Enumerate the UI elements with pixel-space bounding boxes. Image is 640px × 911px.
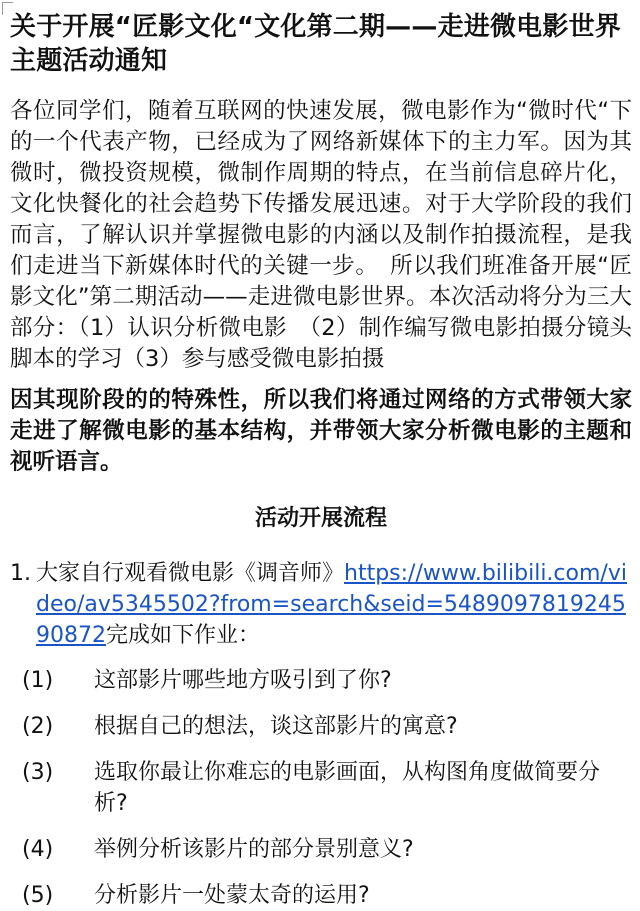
step-text-after: 完成如下作业： <box>106 623 261 648</box>
question-text: 举例分析该影片的部分景别意义? <box>94 837 414 862</box>
highlight-paragraph: 因其现阶段的的特殊性，所以我们将通过网络的方式带领大家走进了解微电影的基本结构，并带领大家分析微电影的主题和视听语言。 <box>10 387 632 475</box>
question-number: (1) <box>22 668 54 693</box>
question-item <box>10 757 632 819</box>
question-number: (5) <box>22 883 54 908</box>
question-list <box>10 665 632 911</box>
document-title: 关于开展“匠影文化“文化第二期——走进微电影世界主题活动通知 <box>10 12 621 76</box>
section-heading: 活动开展流程 <box>254 506 387 531</box>
question-text: 分析影片一处蒙太奇的运用? <box>94 883 370 908</box>
question-number: (3) <box>22 760 54 785</box>
step-number: 1. <box>10 561 31 586</box>
question-number: (2) <box>22 714 54 739</box>
intro-paragraph: 各位同学们，随着互联网的快速发展，微电影作为“微时代“下的一个代表产物，已经成为了网络新媒体下的主力军。因为其微时，微投资规模，微制作周期的特点，在当前信息碎片化，文化快餐化的社会趋势下传播发展迅速。对于大学阶段的我们而言，了解认识并掌握微电影的内涵以及制作拍摄流程，是我们走进当下新媒体时代的关键一步。 所以我们班准备开展“匠影文化”第二期活动——走进微电影世界。本次活动将分为三大部分：（1）认识分析微电影 （2）制作编写微电影拍摄分镜头脚本的学习（3）参与感受微电影拍摄 <box>10 98 632 372</box>
question-item <box>10 880 632 911</box>
question-text: 这部影片哪些地方吸引到了你? <box>94 668 392 693</box>
step-text-before: 大家自行观看微电影《调音师》 <box>36 561 345 586</box>
question-text: 根据自己的想法，谈这部影片的寓意? <box>94 714 458 739</box>
step-1 <box>10 558 632 651</box>
video-link[interactable]: https://www.bilibili.com/video/av5345502?from=search&seid=548909781924590872 <box>36 561 627 648</box>
question-item <box>10 834 632 865</box>
question-number: (4) <box>22 837 54 862</box>
step-body <box>36 558 632 651</box>
page-corner-mark <box>2 2 13 15</box>
question-text: 选取你最让你难忘的电影画面，从构图角度做简要分析? <box>94 760 601 816</box>
question-item <box>10 711 632 742</box>
question-item <box>10 665 632 696</box>
